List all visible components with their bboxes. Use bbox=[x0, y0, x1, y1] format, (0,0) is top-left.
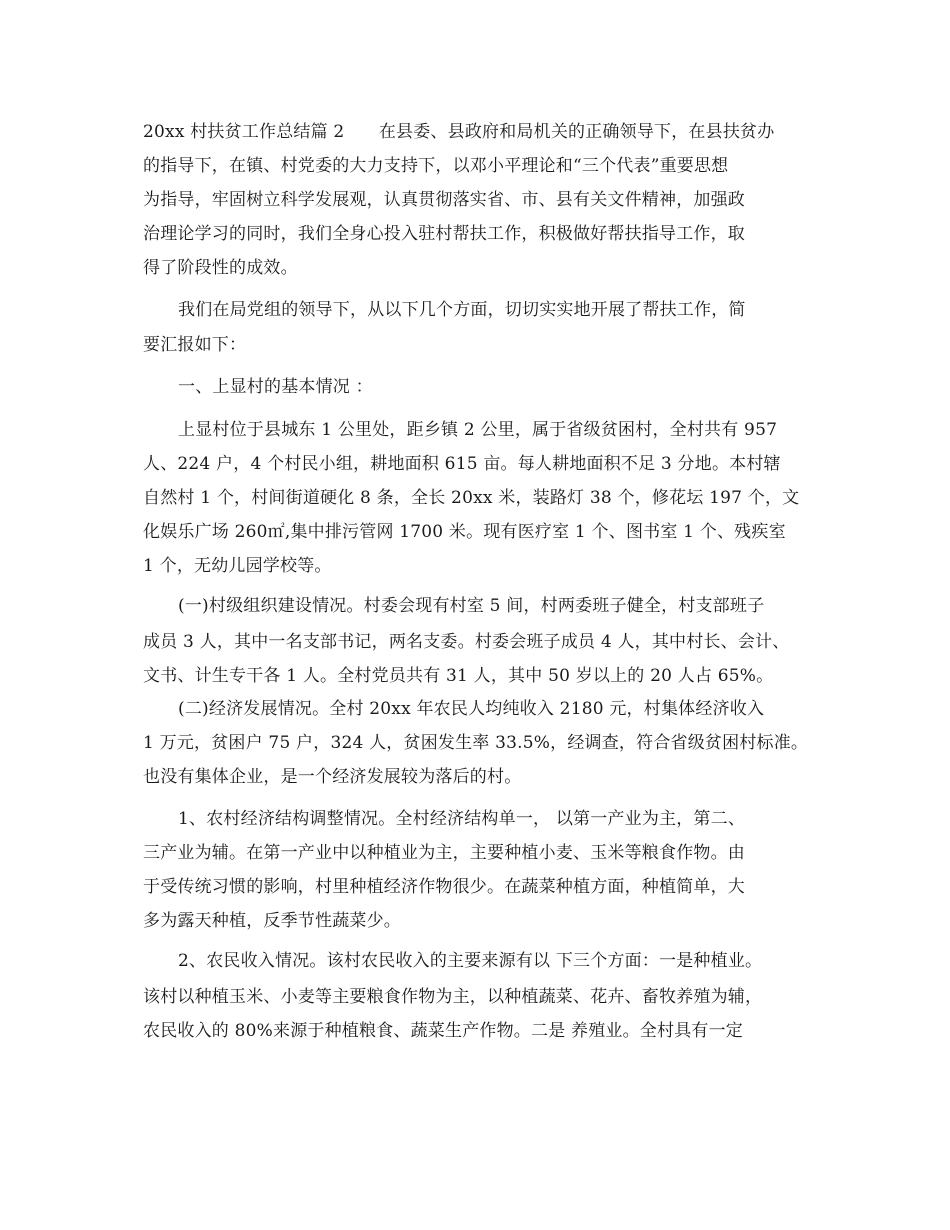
text-line: 也没有集体企业，是一个经济发展较为落后的村。 bbox=[143, 767, 522, 787]
text-line: (一)村级组织建设情况。村委会现有村室 5 间，村两委班子健全，村支部班子 bbox=[178, 596, 765, 616]
text-line: 1 个，无幼儿园学校等。 bbox=[143, 556, 332, 576]
text-line: 于受传统习惯的影响，村里种植经济作物很少。在蔬菜种植方面，种植简单，大 bbox=[143, 877, 745, 897]
text-line: 人、224 户，4 个村民小组，耕地面积 615 亩。每人耕地面积不足 3 分地。本村辖 bbox=[143, 454, 781, 474]
text-line: 文书、计生专干各 1 人。全村党员共有 31 人，其中 50 岁以上的 20 人占 65%。 bbox=[143, 666, 774, 686]
text-line: 多为露天种植，反季节性蔬菜少。 bbox=[143, 911, 401, 931]
text-line: 为指导，牢固树立科学发展观，认真贯彻落实省、市、县有关文件精神，加强政 bbox=[143, 190, 745, 210]
text-line: 20xx 村扶贫工作总结篇 2 在县委、县政府和局机关的正确领导下，在县扶贫办 bbox=[143, 122, 775, 142]
text-line: 的指导下，在镇、村党委的大力支持下，以邓小平理论和“三个代表”重要思想 bbox=[143, 156, 729, 176]
text-line: (二)经济发展情况。全村 20xx 年农民人均纯收入 2180 元，村集体经济收入 bbox=[178, 699, 765, 719]
text-line: 2、农民收入情况。该村农民收入的主要来源有以 下三个方面：一是种植业。 bbox=[178, 951, 763, 971]
text-line: 上显村位于县城东 1 公里处，距乡镇 2 公里，属于省级贫困村，全村共有 957 bbox=[178, 420, 778, 440]
text-line: 自然村 1 个，村间街道硬化 8 条，全长 20xx 米，装路灯 38 个，修花坛 197 个，文 bbox=[143, 488, 800, 508]
text-line: 得了阶段性的成效。 bbox=[143, 258, 298, 278]
section-heading: 一、上显村的基本情况 ： bbox=[178, 377, 373, 397]
text-line: 1、农村经济结构调整情况。全村经济结构单一， 以第一产业为主，第二、 bbox=[178, 809, 746, 829]
text-line: 化娱乐广场 260㎡,集中排污管网 1700 米。现有医疗室 1 个、图书室 1 个、残疾室 bbox=[143, 522, 786, 542]
text-line: 成员 3 人，其中一名支部书记，两名支委。村委会班子成员 4 人，其中村长、会计、 bbox=[143, 632, 790, 652]
text-line: 三产业为辅。在第一产业中以种植业为主，主要种植小麦、玉米等粮食作物。由 bbox=[143, 843, 745, 863]
text-line: 要汇报如下： bbox=[143, 335, 247, 355]
text-line: 我们在局党组的领导下，从以下几个方面，切切实实地开展了帮扶工作，简 bbox=[178, 300, 746, 320]
text-line: 农民收入的 80%来源于种植粮食、蔬菜生产作物。二是 养殖业。全村具有一定 bbox=[143, 1021, 743, 1041]
text-line: 该村以种植玉米、小麦等主要粮食作物为主，以种植蔬菜、花卉、畜牧养殖为辅， bbox=[143, 987, 763, 1007]
text-line: 治理论学习的同时，我们全身心投入驻村帮扶工作，积极做好帮扶指导工作，取 bbox=[143, 224, 745, 244]
text-line: 1 万元，贫困户 75 户，324 人，贫困发生率 33.5%，经调查，符合省级贫困村标准。 bbox=[143, 733, 809, 753]
